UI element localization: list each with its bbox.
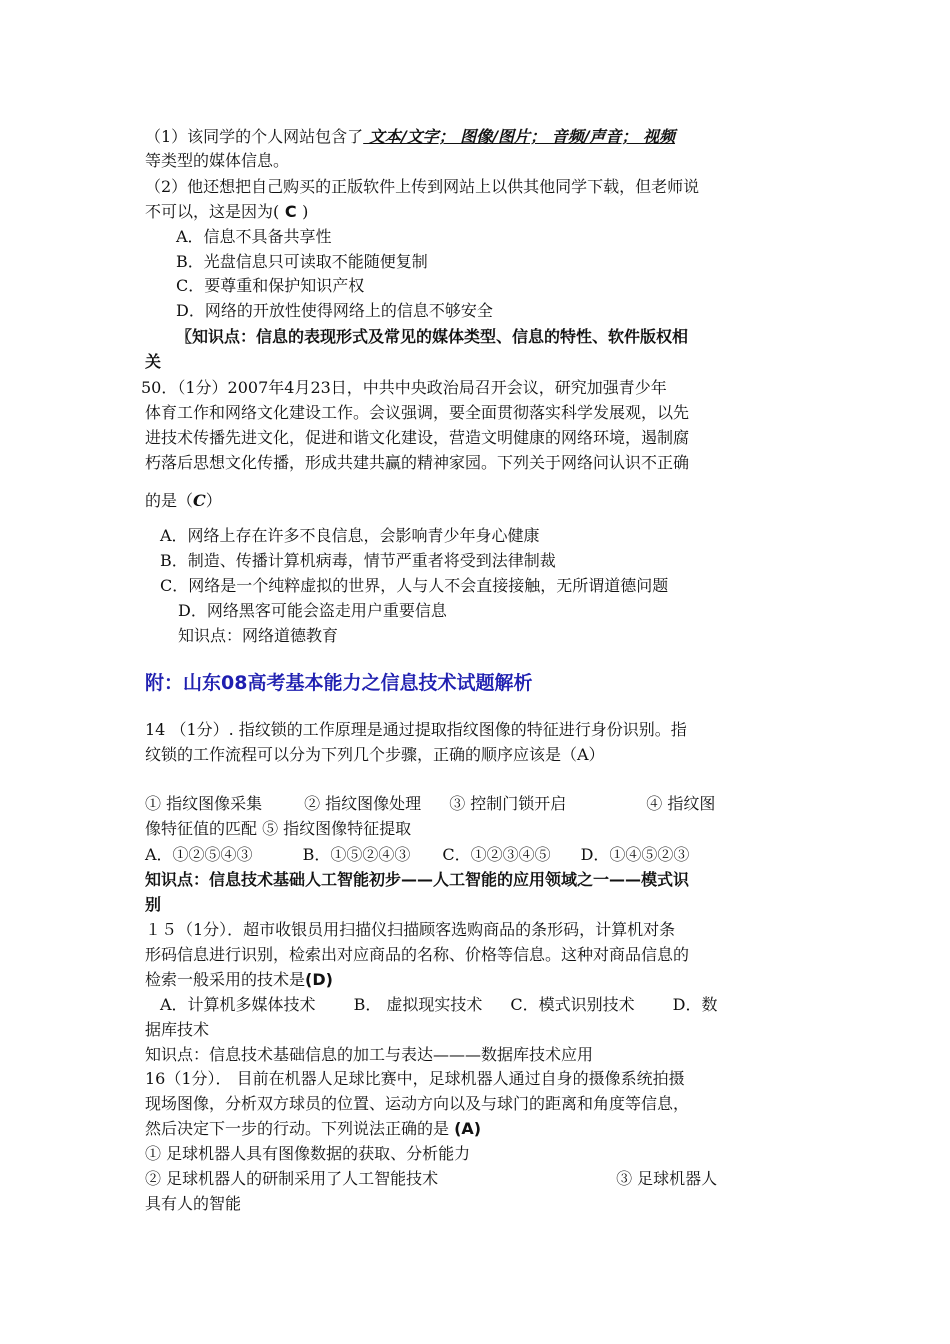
q50-line3: 进技术传播先进文化，促进和谐文化建设，营造文明健康的网络环境，遏制腐 [145,428,690,447]
q50-line5 [145,490,222,512]
q50-option-d: D．网络黑客可能会盗走用户重要信息 [178,601,447,620]
q49-option-b: B．光盘信息只可读取不能随便复制 [176,252,428,271]
q15-option-d: D．数 [672,995,718,1014]
q50-option-b: B．制造、传播计算机病毒，情节严重者将受到法律制裁 [160,551,556,570]
q15-line3-prefix: 检索一般采用的技术是 [145,970,306,989]
q14-step-4: ④ 指纹图 [646,794,716,813]
q50-knowledge: 知识点：网络道德教育 [178,626,339,645]
q49-part1-prefix: （1）该同学的个人网站包含了 [145,127,364,146]
q15-options-cont: 据库技术 [145,1020,210,1039]
q49-knowledge-line2: 关 [145,352,162,371]
q49-part2-line2 [145,201,308,223]
q16-line3-prefix: 然后决定下一步的行动。下列说法正确的是 [145,1119,455,1138]
q14-step-2: ② 指纹图像处理 [304,794,422,813]
q50-last-suffix: ） [205,491,222,510]
q49-part1-cont: 等类型的媒体信息。 [145,151,290,170]
q49-part2-suffix: ) [302,202,309,221]
q15-line3 [145,969,333,991]
q50-line2: 体育工作和网络文化建设工作。会议强调，要全面贯彻落实科学发展观，以先 [145,403,690,422]
q14-knowledge-line2: 别 [145,895,162,914]
q49-part1-answer: 文本/文字； 图像/图片； 音频/声音； 视频 [363,127,676,146]
q50-option-c: C．网络是一个纯粹虚拟的世界，人与人不会直接接触，无所谓道德问题 [160,576,669,595]
q50-last-prefix: 的是（ [145,491,194,510]
q14-option-a: A．①②⑤④③ [145,845,253,864]
q16-line2: 现场图像，分析双方球员的位置、运动方向以及与球门的距离和角度等信息， [145,1094,690,1113]
q50-line1: 50．（1分）2007年4月23日，中共中央政治局召开会议，研究加强青少年 [141,378,667,397]
q14-option-b: B．①⑤②④③ [302,845,411,864]
q49-option-c: C．要尊重和保护知识产权 [176,276,365,295]
q14-line2: 纹锁的工作流程可以分为下列几个步骤，正确的顺序应该是（A） [145,745,605,764]
q49-part2-line1: （2）他还想把自己购买的正版软件上传到网站上以供其他同学下载，但老师说 [145,177,700,196]
appendix-heading: 附：山东08高考基本能力之信息技术试题解析 [145,672,533,694]
q15-option-b: B． 虚拟现实技术 [353,995,483,1014]
q14-step-1: ① 指纹图像采集 [145,794,263,813]
q14-option-c: C．①②③④⑤ [442,845,551,864]
q50-line4: 朽落后思想文化传播，形成共建共赢的精神家园。下列关于网络问认识不正确 [145,453,690,472]
q49-option-d: D．网络的开放性使得网络上的信息不够安全 [176,301,493,320]
q16-item3-cont: 具有人的智能 [145,1194,242,1213]
q16-item2-line [145,1168,717,1190]
q49-part2-prefix: 不可以，这是因为( [145,202,280,221]
q14-option-d: D．①④⑤②③ [580,845,690,864]
q16-item3: ③ 足球机器人 [616,1169,718,1188]
q49-knowledge-line1: 〖知识点：信息的表现形式及常见的媒体类型、信息的特性、软件版权相 [176,327,689,346]
q49-part2-answer: C [279,202,303,221]
q15-option-c: C．模式识别技术 [510,995,635,1014]
q16-line3 [145,1118,481,1140]
q16-answer: (A) [454,1119,482,1138]
q14-options [145,844,689,866]
q49-part1-line [145,126,675,148]
q50-answer: C [193,491,206,510]
q15-options [160,994,718,1016]
q14-line1: 14 （1分）. 指纹锁的工作原理是通过提取指纹图像的特征进行身份识别。指 [145,720,687,739]
q15-line2: 形码信息进行识别，检索出对应商品的名称、价格等信息。这种对商品信息的 [145,945,690,964]
q16-item1: ① 足球机器人具有图像数据的获取、分析能力 [145,1144,471,1163]
q16-item2: ② 足球机器人的研制采用了人工智能技术 [145,1169,439,1188]
q14-steps-line2: 像特征值的匹配 ⑤ 指纹图像特征提取 [145,819,412,838]
q16-line1: 16（1分）． 目前在机器人足球比赛中，足球机器人通过自身的摄像系统拍摄 [145,1069,685,1088]
q14-knowledge-line1: 知识点：信息技术基础人工智能初步——人工智能的应用领域之一——模式识 [145,870,690,889]
q49-option-a: A．信息不具备共享性 [176,227,332,246]
q15-knowledge: 知识点：信息技术基础信息的加工与表达———数据库技术应用 [145,1045,594,1064]
q14-step-3: ③ 控制门锁开启 [449,794,567,813]
q14-steps-line1 [145,793,715,815]
q15-option-a: A．计算机多媒体技术 [160,995,316,1014]
q15-answer: (D) [305,970,333,989]
q50-option-a: A．网络上存在许多不良信息，会影响青少年身心健康 [160,526,540,545]
q15-line1: １５（1分）．超市收银员用扫描仪扫描顾客选购商品的条形码，计算机对条 [145,920,676,939]
